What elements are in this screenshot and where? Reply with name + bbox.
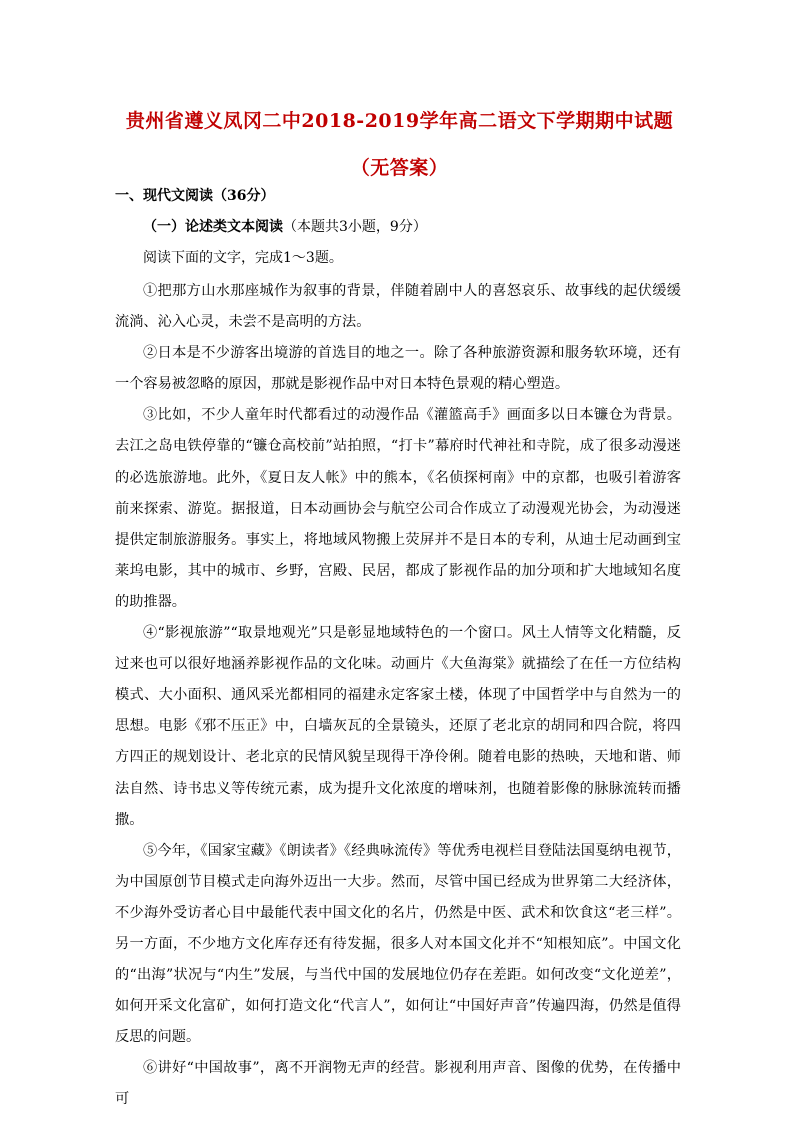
paragraph-2: ②日本是不少游客出境游的首选目的地之一。除了各种旅游资源和服务软环境，还有一个容易被忽略的原因，那就是影视作品中对日本特色景观的精心塑造。 bbox=[115, 345, 681, 393]
subsection-title: （一）论述类文本阅读 bbox=[143, 219, 283, 235]
section-heading: 一、现代文阅读（36分） bbox=[115, 188, 275, 204]
paragraph-5: ⑤今年，《国家宝藏》《朗读者》《经典咏流传》等优秀电视栏目登陆法国戛纳电视节，为中国原创节目模式走向海外迈出一大步。然而，尽管中国已经成为世界第二大经济体，不少海外受访者心目中最能代表中国文化的名片，仍然是中医、武术和饮食这“老三样”。另一方面，不少地方文化库存还有待发掘，很多人对本国文化并不“知根知底”。中国文化的“出海”状况与“内生”发展，与当代中国的发展地位仍存在差距。如何改变“文化逆差”，如何开采文化富矿，如何打造文化“代言人”，如何让“中国好声音”传遍四海，仍然是值得反思的问题。 bbox=[115, 842, 681, 1046]
subsection-note: （本题共3小题，9分） bbox=[283, 219, 427, 235]
reading-instruction: 阅读下面的文字，完成1～3题。 bbox=[143, 250, 343, 266]
subsection-heading bbox=[143, 217, 427, 237]
document-title: 贵州省遵义凤冈二中2018-2019学年高二语文下学期期中试题（无答案） bbox=[125, 110, 674, 179]
passage-body bbox=[115, 276, 681, 1116]
paragraph-1: ①把那方山水那座城作为叙事的背景，伴随着剧中人的喜怒哀乐、故事线的起伏缓缓流淌、沁入心灵，未尝不是高明的方法。 bbox=[115, 283, 681, 331]
paragraph-6: ⑥讲好“中国故事”，离不开润物无声的经营。影视利用声音、图像的优势，在传播中可 bbox=[115, 1060, 681, 1108]
paragraph-4: ④“影视旅游”“取景地观光”只是彰显地域特色的一个窗口。风土人情等文化精髓，反过来也可以很好地涵养影视作品的文化味。动画片《大鱼海棠》就描绘了在任一方位结构模式、大小面积、通风采光都相同的福建永定客家土楼，体现了中国哲学中与自然为一的思想。电影《邪不压正》中，白墙灰瓦的全景镜头，还原了老北京的胡同和四合院，将四方四正的规划设计、老北京的民情风貌呈现得干净伶俐。随着电影的热映，天地和谐、师法自然、诗书忠义等传统元素，成为提升文化浓度的增味剂，也随着影像的脉脉流转而播撒。 bbox=[115, 625, 681, 828]
paragraph-3: ③比如，不少人童年时代都看过的动漫作品《灌篮高手》画面多以日本镰仓为背景。去江之岛电铁停靠的“镰仓高校前”站拍照，“打卡”幕府时代神社和寺院，成了很多动漫迷的必选旅游地。此外，《夏日友人帐》中的熊本，《名侦探柯南》中的京都，也吸引着游客前来探索、游览。据报道，日本动画协会与航空公司合作成立了动漫观光协会，为动漫迷提供定制旅游服务。事实上，将地域风物搬上荧屏并不是日本的专利，从迪士尼动画到宝莱坞电影，其中的城市、乡野，宫殿、民居，都成了影视作品的加分项和扩大地域知名度的助推器。 bbox=[115, 407, 681, 610]
